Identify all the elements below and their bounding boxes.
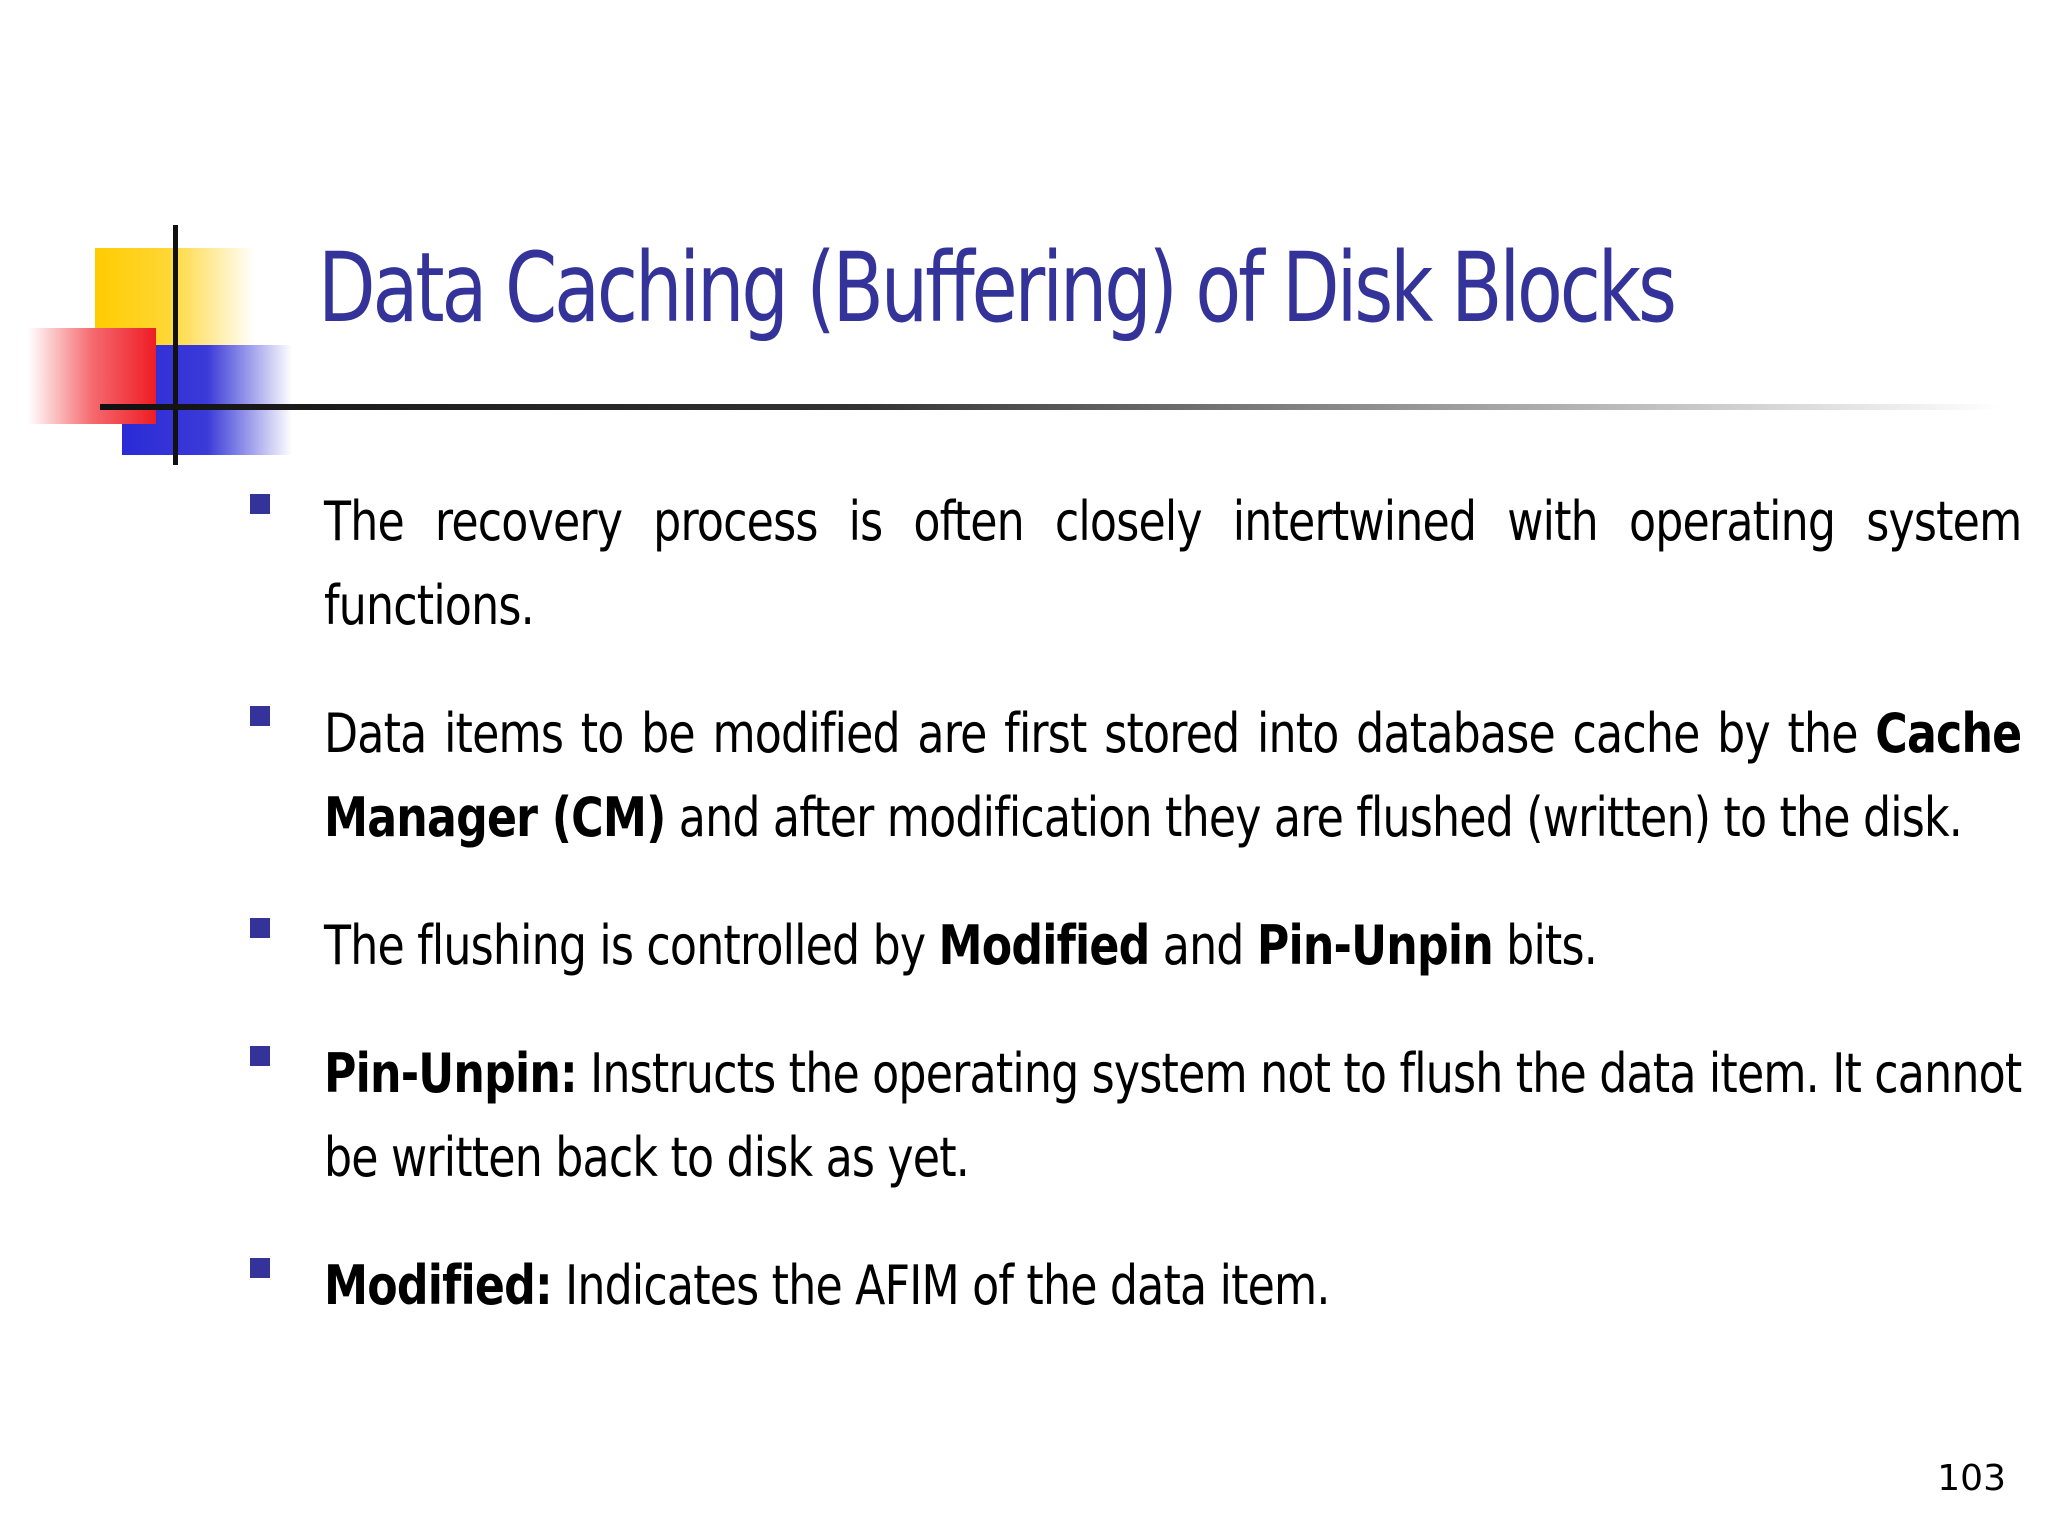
text-segment: and after modification they are flushed (written) to the disk. <box>665 786 1963 849</box>
bullet-text <box>324 1244 2021 1328</box>
bullet-text <box>324 480 2021 648</box>
bullet-text <box>324 1032 2021 1200</box>
bullet-text <box>324 904 2021 988</box>
text-segment: Instructs the operating system not to flush the data item. It cannot be written back to disk as yet. <box>324 1042 2022 1189</box>
square-bullet-icon <box>250 918 270 938</box>
bold-term: Pin-Unpin: <box>324 1042 577 1105</box>
bullet-item <box>250 480 2020 648</box>
bullet-item <box>250 1032 2020 1200</box>
vertical-rule <box>173 225 178 465</box>
text-segment: The recovery process is often closely intertwined with operating system functions. <box>324 490 2022 637</box>
bullet-item <box>250 692 2020 860</box>
bold-term: Pin-Unpin <box>1256 914 1493 977</box>
slide-title: Data Caching (Buffering) of Disk Blocks <box>318 232 1674 344</box>
title-underline <box>100 404 2000 410</box>
square-bullet-icon <box>250 706 270 726</box>
text-segment: Indicates the AFIM of the data item. <box>551 1254 1330 1317</box>
bold-term: Modified: <box>324 1254 552 1317</box>
bullet-item <box>250 904 2020 988</box>
text-segment: and <box>1149 914 1257 977</box>
bold-term: Cache Manager (CM) <box>324 702 2022 849</box>
bullet-list <box>250 480 2020 1372</box>
bullet-text <box>324 692 2021 860</box>
square-bullet-icon <box>250 1046 270 1066</box>
square-bullet-icon <box>250 1258 270 1278</box>
bullet-item <box>250 1244 2020 1328</box>
square-bullet-icon <box>250 494 270 514</box>
bold-term: Modified <box>938 914 1150 977</box>
text-segment: The flushing is controlled by <box>324 914 939 977</box>
text-segment: bits. <box>1492 914 1597 977</box>
text-segment: Data items to be modified are first stored into database cache by the <box>324 702 1876 765</box>
page-number: 103 <box>1937 1458 2006 1499</box>
